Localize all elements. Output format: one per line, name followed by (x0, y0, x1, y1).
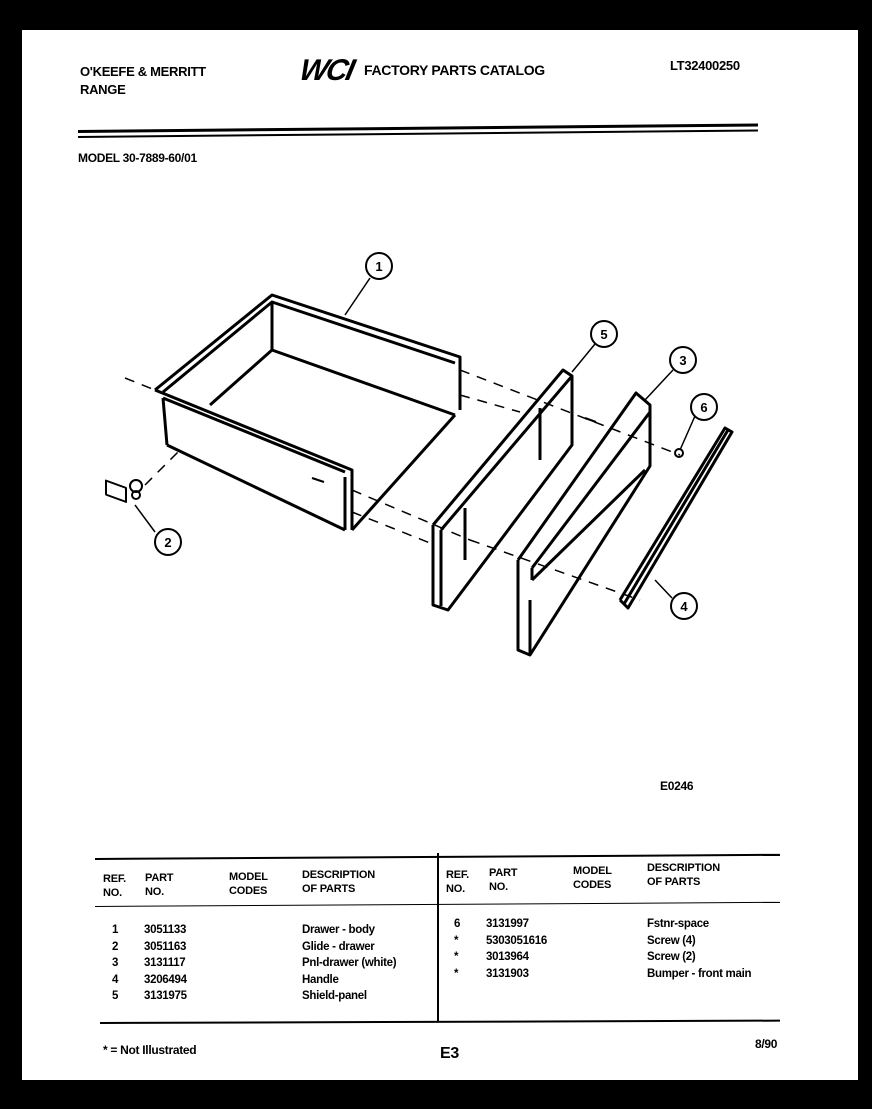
col-part-no: PART NO. (145, 872, 174, 898)
col-part-no-right: PART NO. (489, 867, 518, 893)
col-ref-no: REF. NO. (103, 873, 127, 899)
drawer-panel-drawing (518, 393, 650, 655)
svg-text:3: 3 (679, 353, 687, 368)
callout-6 (691, 394, 717, 420)
col-description-right: DESCRIPTION OF PARTS (647, 862, 720, 888)
svg-text:2: 2 (164, 535, 172, 550)
col-description: DESCRIPTION OF PARTS (302, 869, 375, 895)
not-illustrated-note: * = Not Illustrated (103, 1043, 197, 1057)
revision-date: 8/90 (755, 1037, 778, 1051)
model-number: MODEL 30-7889-60/01 (78, 151, 197, 165)
callout-4 (671, 593, 697, 619)
svg-text:1: 1 (375, 259, 383, 274)
col-ref-no-right: REF. NO. (446, 869, 470, 895)
drawer-body-drawing (155, 295, 460, 530)
glide-drawing (106, 480, 142, 502)
col-model-codes: MODEL CODES (229, 871, 268, 897)
brand-name: O'KEEFE & MERRITT (80, 64, 206, 79)
product-type: RANGE (80, 82, 126, 97)
wci-logo: WCI (296, 54, 356, 87)
col-model-codes-right: MODEL CODES (573, 865, 612, 891)
callout-5 (591, 321, 617, 347)
svg-text:6: 6 (700, 400, 708, 415)
table-divider (437, 853, 439, 1021)
catalog-title: FACTORY PARTS CATALOG (364, 62, 545, 78)
svg-text:5: 5 (600, 327, 608, 342)
spacer-drawing (675, 449, 683, 457)
figure-code: E0246 (660, 779, 694, 793)
callout-2 (155, 529, 181, 555)
catalog-number: LT32400250 (670, 58, 740, 73)
callout-1 (366, 253, 392, 279)
callout-3 (670, 347, 696, 373)
svg-text:4: 4 (680, 599, 688, 614)
page-code: E3 (440, 1045, 459, 1062)
